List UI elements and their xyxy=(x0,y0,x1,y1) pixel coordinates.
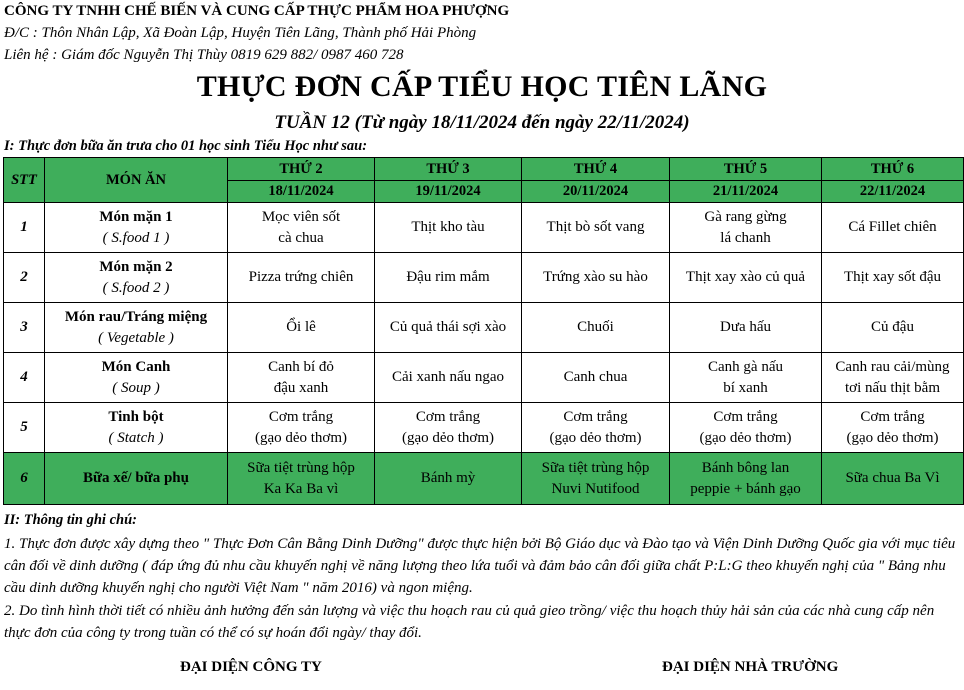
menu-item-text: Canh bí đỏ đậu xanh xyxy=(268,358,334,396)
menu-item-text: Sữa tiệt trùng hộp Nuvi Nutifood xyxy=(541,459,650,497)
menu-cell xyxy=(670,303,822,353)
table-row xyxy=(4,353,964,403)
menu-cell xyxy=(522,403,670,453)
table-row xyxy=(4,253,964,303)
dish-type-subtitle: ( Soup ) xyxy=(112,379,160,396)
note-paragraph: 2. Do tình hình thời tiết có nhiều ảnh hưởng đến sản lượng và việc thu hoạch rau củ quả gieo trồng/ việc thu hoạch thủy hải sản của các nhà cung cấp nên thực đơn của công ty trong tuần có thể có sự hoán đổi ngày/ thay đổi. xyxy=(4,603,935,641)
menu-cell xyxy=(670,203,822,253)
dish-type-cell xyxy=(45,403,228,453)
dish-type-cell xyxy=(45,303,228,353)
menu-cell xyxy=(670,453,822,505)
menu-cell xyxy=(822,353,964,403)
menu-item-text: Cải xanh nấu ngao xyxy=(391,369,505,385)
menu-item-text: Mọc viên sốt cà chua xyxy=(261,208,341,246)
menu-item-text: Cơm trắng (gạo dẻo thơm) xyxy=(401,408,495,446)
menu-item-text: Cơm trắng (gạo dẻo thơm) xyxy=(254,408,348,446)
week-subtitle: TUẦN 12 (Từ ngày 18/11/2024 đến ngày 22/11/2024) xyxy=(274,112,690,133)
menu-item-text: Dưa hấu xyxy=(719,319,772,335)
dish-type-name: Món mặn 1 xyxy=(99,208,173,225)
date-header: 21/11/2024 xyxy=(670,181,822,203)
menu-cell xyxy=(228,453,375,505)
table-row xyxy=(4,303,964,353)
signature-company: ĐẠI DIỆN CÔNG TY xyxy=(180,659,322,675)
row-number: 1 xyxy=(4,203,45,253)
dish-type-name: Món rau/Tráng miệng xyxy=(64,308,208,325)
day-header: THỨ 6 xyxy=(822,158,964,181)
menu-item-text: Cơm trắng (gạo dẻo thơm) xyxy=(699,408,792,446)
menu-item-text: Thịt xay sốt đậu xyxy=(843,269,942,285)
menu-cell xyxy=(822,303,964,353)
dish-type-cell xyxy=(45,203,228,253)
menu-cell xyxy=(522,303,670,353)
menu-cell xyxy=(375,253,522,303)
menu-item-text: Pizza trứng chiên xyxy=(248,269,354,285)
menu-cell xyxy=(375,203,522,253)
section-heading-notes: II: Thông tin ghi chú: xyxy=(4,512,137,528)
menu-item-text: Gà rang gừng lá chanh xyxy=(704,208,787,246)
row-number: 5 xyxy=(4,403,45,453)
row-number: 3 xyxy=(4,303,45,353)
menu-cell xyxy=(522,203,670,253)
menu-item-text: Sữa chua Ba Vì xyxy=(845,470,940,486)
dish-type-cell xyxy=(45,353,228,403)
menu-cell xyxy=(375,453,522,505)
dish-header: MÓN ĂN xyxy=(45,158,228,203)
menu-cell xyxy=(670,403,822,453)
menu-cell xyxy=(228,353,375,403)
menu-cell xyxy=(228,203,375,253)
menu-item-text: Củ quả thái sợi xào xyxy=(389,319,507,335)
menu-cell xyxy=(670,353,822,403)
stt-header: STT xyxy=(4,158,45,203)
table-row-snack xyxy=(4,453,964,505)
menu-cell xyxy=(522,253,670,303)
menu-item-text: Bánh bông lan peppie + bánh gạo xyxy=(690,459,801,497)
menu-cell xyxy=(670,253,822,303)
menu-cell xyxy=(522,453,670,505)
menu-cell xyxy=(822,403,964,453)
date-header: 19/11/2024 xyxy=(375,181,522,203)
row-number: 4 xyxy=(4,353,45,403)
section-heading-menu: I: Thực đơn bữa ăn trưa cho 01 học sinh Tiểu Học như sau: xyxy=(4,138,368,154)
menu-item-text: Sữa tiệt trùng hộp Ka Ka Ba vì xyxy=(247,459,355,497)
menu-item-text: Chuối xyxy=(577,319,614,335)
note-paragraph: 1. Thực đơn được xây dựng theo " Thực Đơn Cân Bằng Dinh Dưỡng" được thực hiện bởi Bộ Giáo dục và Đào tạo và Viện Dinh Dưỡng Quốc gia với mục tiêu cân đối về dinh dưỡng ( đáp ứng đủ nhu cầu khuyến nghị về năng lượng theo lứa tuổi và đảm bảo cân đối giữa chất P:L:G theo khuyến nghị của " Bảng nhu cầu dinh dưỡng khuyến nghị cho người Việt Nam " năm 2016) và ngon miệng. xyxy=(4,536,956,596)
row-number: 2 xyxy=(4,253,45,303)
dish-type-name: Món Canh xyxy=(101,358,171,375)
menu-cell xyxy=(375,353,522,403)
dish-type-cell xyxy=(45,253,228,303)
day-header: THỨ 5 xyxy=(670,158,822,181)
date-header: 18/11/2024 xyxy=(228,181,375,203)
dish-type-name: Bữa xế/ bữa phụ xyxy=(83,470,189,486)
page-title: THỰC ĐƠN CẤP TIỂU HỌC TIÊN LÃNG xyxy=(196,70,768,103)
menu-table xyxy=(3,157,964,505)
menu-cell xyxy=(822,253,964,303)
menu-cell xyxy=(822,203,964,253)
menu-item-text: Đậu rim mắm xyxy=(406,269,490,285)
dish-type-cell xyxy=(45,453,228,505)
table-row xyxy=(4,403,964,453)
menu-item-text: Canh rau cải/mùng tơi nấu thịt bằm xyxy=(835,358,950,396)
menu-cell xyxy=(228,253,375,303)
menu-item-text: Củ đậu xyxy=(871,319,914,335)
row-number: 6 xyxy=(4,453,45,505)
day-header: THỨ 2 xyxy=(228,158,375,181)
day-header: THỨ 3 xyxy=(375,158,522,181)
menu-cell xyxy=(375,403,522,453)
menu-cell xyxy=(375,303,522,353)
company-address: Đ/C : Thôn Nhân Lập, Xã Đoàn Lập, Huyện Tiên Lãng, Thành phố Hải Phòng xyxy=(4,25,477,41)
menu-item-text: Thịt kho tàu xyxy=(411,219,485,235)
menu-item-text: Cá Fillet chiên xyxy=(848,219,937,235)
menu-item-text: Bánh mỳ xyxy=(420,470,476,486)
menu-cell xyxy=(228,303,375,353)
dish-type-name: Tinh bột xyxy=(108,408,164,425)
menu-item-text: Thịt bò sốt vang xyxy=(546,219,645,235)
menu-cell xyxy=(228,403,375,453)
dish-type-subtitle: ( S.food 1 ) xyxy=(102,229,170,246)
menu-cell xyxy=(522,353,670,403)
menu-item-text: Cơm trắng (gạo dẻo thơm) xyxy=(549,408,642,446)
table-row xyxy=(4,203,964,253)
date-header: 22/11/2024 xyxy=(822,181,964,203)
date-header: 20/11/2024 xyxy=(522,181,670,203)
company-contact: Liên hệ : Giám đốc Nguyễn Thị Thùy 0819 629 882/ 0987 460 728 xyxy=(4,47,404,63)
menu-item-text: Thịt xay xào củ quả xyxy=(685,269,806,285)
menu-item-text: Cơm trắng (gạo dẻo thơm) xyxy=(846,408,939,446)
menu-cell xyxy=(822,453,964,505)
day-header: THỨ 4 xyxy=(522,158,670,181)
dish-type-name: Món mặn 2 xyxy=(99,258,173,275)
menu-item-text: Canh gà nấu bí xanh xyxy=(708,358,783,396)
signature-school: ĐẠI DIỆN NHÀ TRƯỜNG xyxy=(662,659,839,675)
menu-item-text: Canh chua xyxy=(563,369,628,385)
menu-item-text: Ổi lê xyxy=(286,319,316,335)
dish-type-subtitle: ( Statch ) xyxy=(108,429,164,446)
menu-item-text: Trứng xào su hào xyxy=(543,269,648,285)
dish-type-subtitle: ( S.food 2 ) xyxy=(102,279,170,296)
company-name: CÔNG TY TNHH CHẾ BIẾN VÀ CUNG CẤP THỰC PHẨM HOA PHƯỢNG xyxy=(4,3,510,19)
dish-type-subtitle: ( Vegetable ) xyxy=(98,329,174,346)
